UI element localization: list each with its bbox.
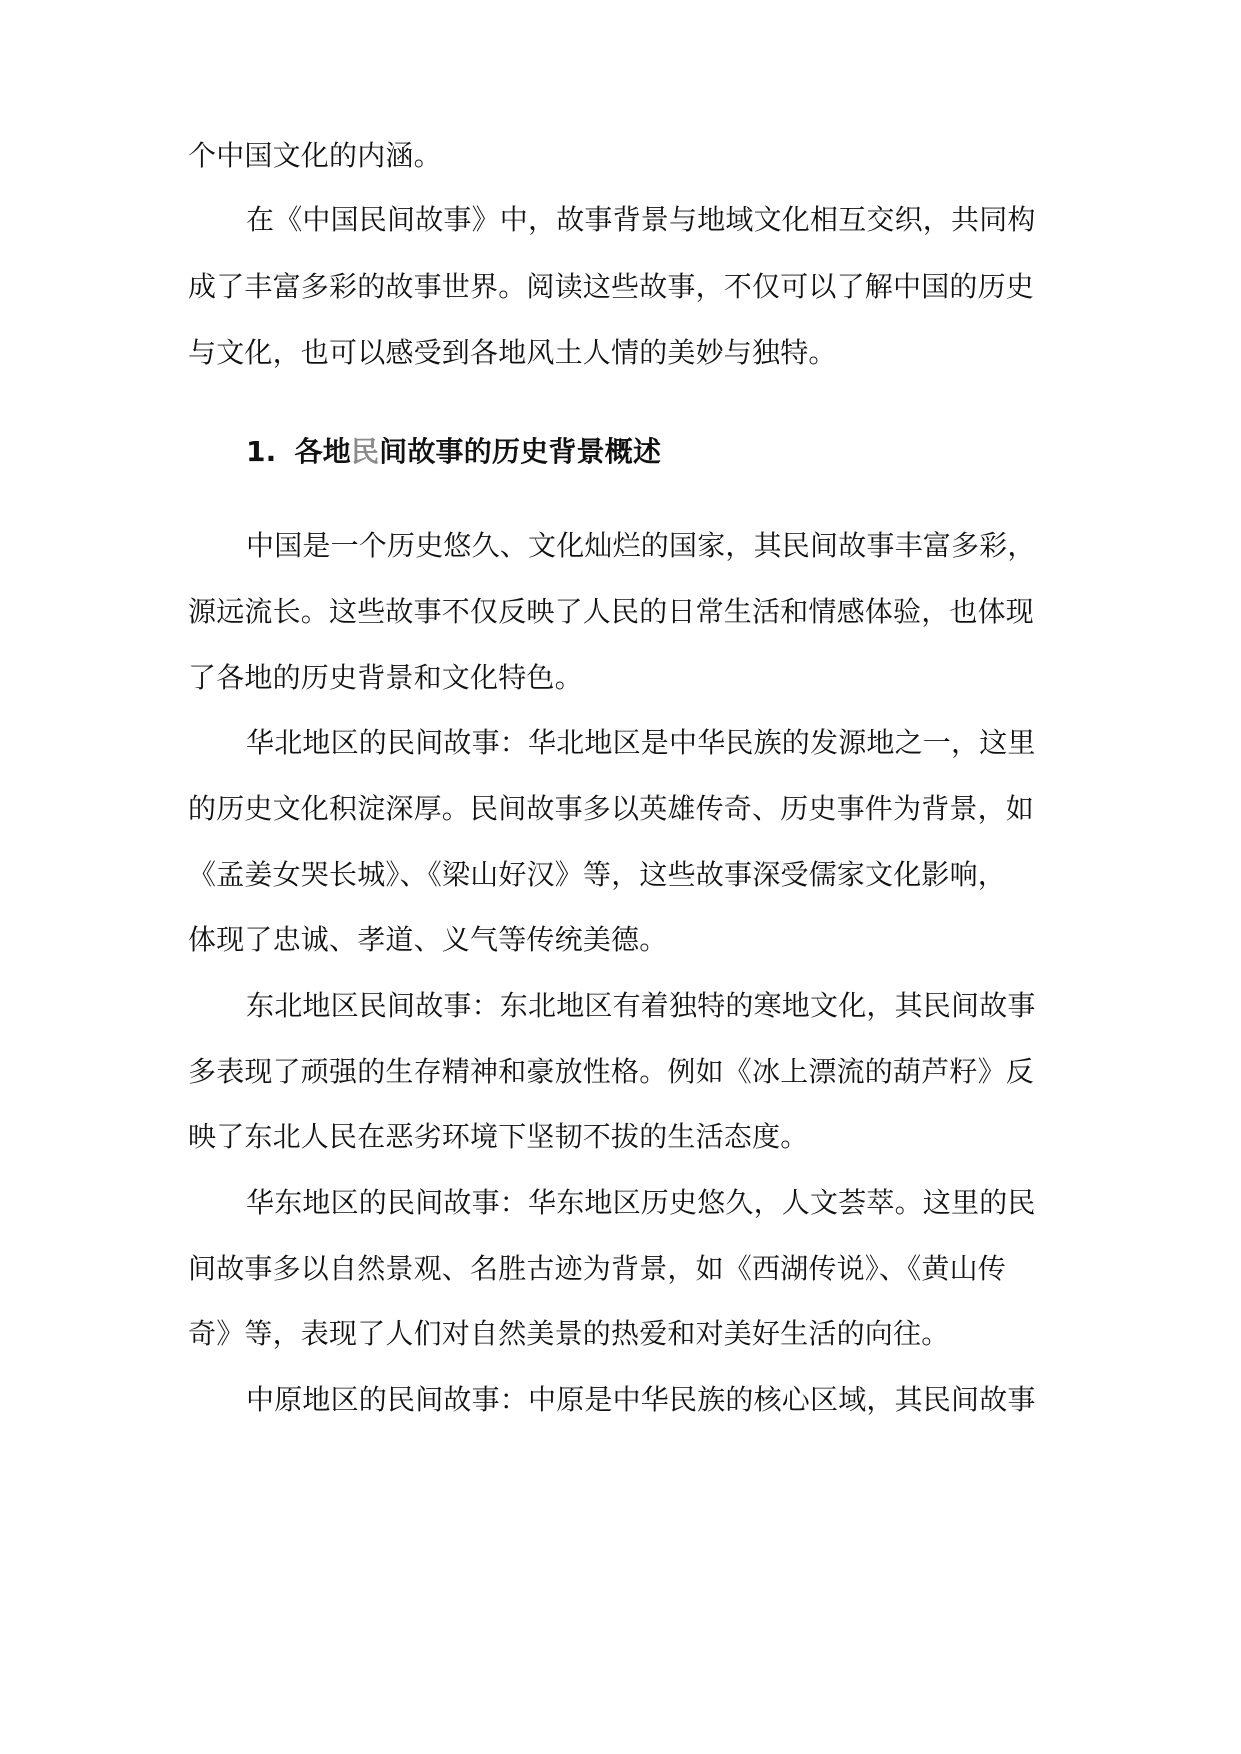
paragraph-line: 中国是一个历史悠久、文化灿烂的国家，其民间故事丰富多彩，	[246, 529, 1036, 562]
paragraph-line: 映了东北人民在恶劣环境下坚韧不拔的生活态度。	[188, 1120, 809, 1153]
paragraph-line: 奇》等，表现了人们对自然美景的热爱和对美好生活的向往。	[188, 1317, 950, 1350]
paragraph-line: 在《中国民间故事》中，故事背景与地域文化相互交织，共同构	[246, 203, 1036, 236]
heading-text: 间故事的历史背景概述	[379, 435, 662, 468]
paragraph-line: 华东地区的民间故事：华东地区历史悠久，人文荟萃。这里的民	[246, 1186, 1036, 1219]
paragraph-line: 成了丰富多彩的故事世界。阅读这些故事，不仅可以了解中国的历史	[188, 270, 1035, 303]
paragraph-line: 的历史文化积淀深厚。民间故事多以英雄传奇、历史事件为背景，如	[188, 792, 1035, 825]
paragraph-line: 东北地区民间故事：东北地区有着独特的寒地文化，其民间故事	[246, 989, 1036, 1022]
paragraph-line: 华北地区的民间故事：华北地区是中华民族的发源地之一，这里	[246, 726, 1036, 759]
paragraph-line: 了各地的历史背景和文化特色。	[188, 661, 583, 694]
paragraph-line: 多表现了顽强的生存精神和豪放性格。例如《冰上漂流的葫芦籽》反	[188, 1055, 1035, 1088]
paragraph-line: 与文化，也可以感受到各地风土人情的美妙与独特。	[188, 336, 837, 369]
section-heading	[246, 432, 661, 472]
paragraph-line: 个中国文化的内涵。	[188, 139, 442, 172]
paragraph-line: 源远流长。这些故事不仅反映了人民的日常生活和情感体验，也体现	[188, 595, 1035, 628]
heading-highlight: 民	[350, 435, 380, 468]
paragraph-line: 中原地区的民间故事：中原是中华民族的核心区域，其民间故事	[246, 1383, 1036, 1416]
paragraph-line: 间故事多以自然景观、名胜古迹为背景，如《西湖传说》、《黄山传	[188, 1252, 1007, 1285]
paragraph-line: 《孟姜女哭长城》、《梁山好汉》等，这些故事深受儒家文化影响，	[188, 858, 1007, 891]
heading-text: 各地	[294, 435, 351, 468]
heading-number: 1.	[246, 435, 277, 468]
paragraph-line: 体现了忠诚、孝道、义气等传统美德。	[188, 923, 668, 956]
